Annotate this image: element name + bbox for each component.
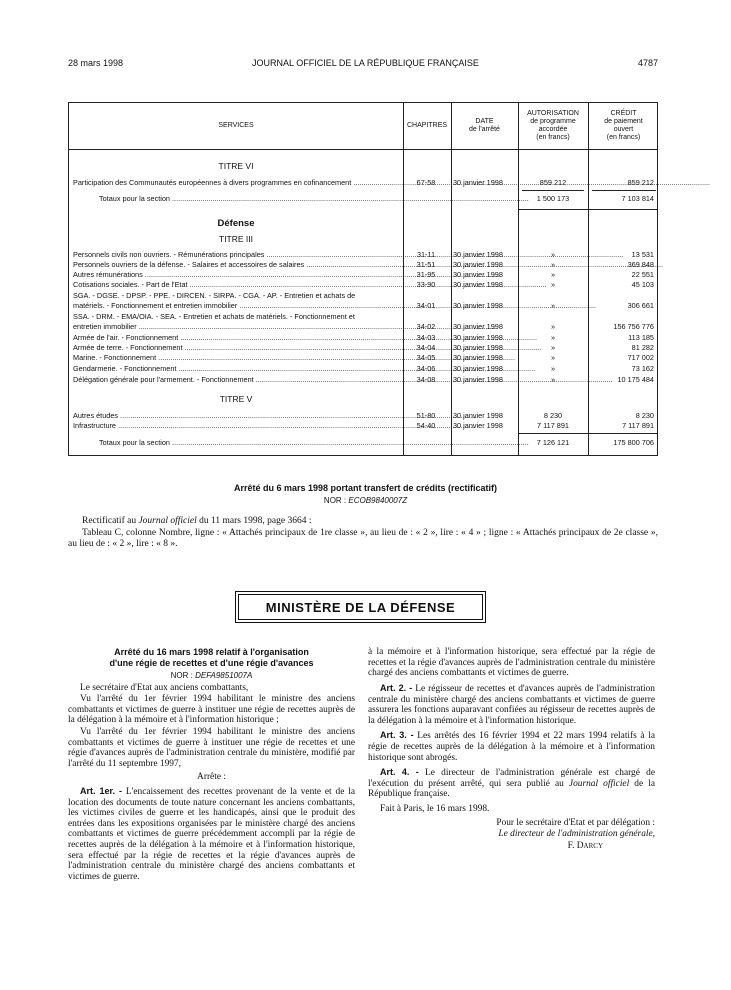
table-row: entretien immobilier ..... 34-02 30 janvier 1998 » 156 756 776 xyxy=(69,322,659,332)
col-header-credit: CRÉDIT de paiement ouvert (en francs) xyxy=(604,110,643,141)
col-header-autorisation: AUTORISATION de programme accordée (en francs) xyxy=(527,110,579,141)
paragraph: Vu l'arrêté du 1er février 1994 habilitant le ministre des anciens combattants et victimes de guerre à instituer une régie de recettes et une régie d'avances auprès de l'administration centrale du ministère, modifié par l'arrêté du 11 septembre 1997, xyxy=(68,726,355,769)
arrete-16-mars-left-column xyxy=(68,647,355,882)
table-row: SSA. - DRM. - EMA/OIA. - SEA. - Entretien et achats de matériels. - Fonctionnement et xyxy=(73,312,355,321)
table-row: Personnels ouvriers de la défense. - Salaires et accessoires de salaires ..... 31-51 30 janvier 1998 » 369 848 xyxy=(69,260,659,270)
article-2: Art. 2. - Le régisseur de recettes et d'avances auprès de l'administration centrale du ministère chargé des anciens combattants et victimes de guerre assurera les fonctions auparavant confiées au régisseur de recettes auprès de la délégation à la mémoire et à l'information historique. xyxy=(368,683,655,726)
article-1: Art. 1er. - L'encaissement des recettes provenant de la vente et de la location des documents de toute nature concernant les anciens combattants, les victimes civiles de guerre et les handicapés, ainsi que le produit des entrées dans les expositions organisées par le ministère chargé des anciens combattants et victimes de guerre précédemment accompli par la régie de recettes auprès de la délégation à la mémoire et à l'information historique, sera effectué par la régie de recettes et la régie d'avances auprès de l'administration centrale du ministère chargé des anciens combattants et victimes de guerre. xyxy=(68,785,355,882)
table-row: Infrastructure ..... 54-40 30 janvier 1998 7 117 891 7 117 891 xyxy=(69,421,659,431)
paragraph: Vu l'arrêté du 1er février 1994 habilitant le ministre des anciens combattants et victimes de guerre à instituer une régie de recettes auprès de la délégation à la mémoire et à l'information historique ; xyxy=(68,694,355,726)
table-row: Armée de l'air. - Fonctionnement ..... 34-03 30 janvier 1998 » 113 185 xyxy=(69,333,659,343)
titre-v-heading: TITRE V xyxy=(219,394,253,404)
table-row: matériels. - Fonctionnement et entretien immobilier ..... 34-01 30 janvier 1998 » 306 661 xyxy=(69,301,659,311)
table-row: Autres rémunérations ..... 31-95 30 janvier 1998 » 22 551 xyxy=(69,270,659,280)
arrete-16-mars-title: Arrêté du 16 mars 1998 relatif à l'organisation d'une régie de recettes et d'une régie d'avances xyxy=(109,647,314,668)
fait-a-paris: Fait à Paris, le 16 mars 1998. xyxy=(380,803,490,814)
table-row: Armée de terre. - Fonctionnement ..... 34-04 30 janvier 1998 » 81 282 xyxy=(69,343,659,353)
arrete-6-mars-nor: NOR : ECOB9840007Z xyxy=(323,496,408,505)
table-row: Cotisations sociales. - Part de l'Etat ..... 33-90 30 janvier 1998 » 45 103 xyxy=(69,280,659,290)
table-row: Délégation générale pour l'armement. - Fonctionnement ..... 34-08 30 janvier 1998 » 10 175 484 xyxy=(69,375,659,385)
header-date: 28 mars 1998 xyxy=(68,58,124,68)
signature-line-1: Pour le secrétaire d'Etat et par délégation : xyxy=(496,817,655,828)
credits-table xyxy=(68,102,658,456)
titre-vi-heading: TITRE VI xyxy=(218,161,254,171)
table-row: Personnels civils non ouvriers. - Rémunérations principales ..... 31-11 30 janvier 1998 » 13 531 xyxy=(69,250,659,260)
table-row: Autres études ..... 51-80 30 janvier 1998 8 230 8 230 xyxy=(69,411,659,421)
ministere-heading: MINISTÈRE DE LA DÉFENSE xyxy=(238,594,483,620)
paragraph: Le secrétaire d'Etat aux anciens combattants, xyxy=(80,682,249,693)
article-4: Art. 4. - Le directeur de l'administration générale est chargé de l'exécution du présent arrêté, qui sera publié au Journal officiel de la République française. xyxy=(368,767,655,800)
col-header-date: DATE de l'arrêté xyxy=(469,118,500,133)
table-row: SGA. - DGSE. - DPSP. - PPE. - DIRCEN. - SIRPA. - CGA. - AP. - Entretien et achats de xyxy=(73,291,356,300)
signature-line-2: Le directeur de l'administration générale, xyxy=(498,829,655,840)
arrete-16-mars-right-column xyxy=(368,647,655,852)
table-row: Participation des Communautés européennes à divers programmes en cofinancement ..... 67-58 30 janvier 1998 859 212 859 212 xyxy=(69,178,659,188)
totals-row: Totaux pour la section ..... 1 500 173 7 103 814 xyxy=(69,194,659,204)
page-number: 4787 xyxy=(637,58,658,68)
table-row: Gendarmerie. - Fonctionnement ..... 34-06 30 janvier 1998 » 73 162 xyxy=(69,364,659,374)
table-row: Marine. - Fonctionnement ..... 34-05 30 janvier 1998 » 717 002 xyxy=(69,353,659,363)
article-1-continuation: à la mémoire et à l'information historique, sera effectué par la régie de recettes et la régie d'avances auprès de l'administration centrale du ministère chargé des anciens combattants et victimes de guerre. xyxy=(368,647,655,679)
arrete-6-mars-text: Rectificatif au Journal officiel du 11 mars 1998, page 3664 : Tableau C, colonne Nombre, ligne : « Attachés principaux de 1re classe », au lieu de : « 2 », lire : « 4 » ; ligne : « Attachés principaux de 2e classe », au lieu de : « 2 », lire : « 8 ». xyxy=(68,516,658,549)
totals-row: Totaux pour la section ..... 7 126 121 175 800 706 xyxy=(69,438,659,448)
arrete-label: Arrête : xyxy=(197,772,226,783)
titre-iii-heading: TITRE III xyxy=(219,234,253,244)
col-header-services: SERVICES xyxy=(218,122,254,129)
col-header-chapitres: CHAPITRES xyxy=(406,122,448,129)
article-3: Art. 3. - Les arrêtés des 16 février 1994 et 22 mars 1994 relatifs à la régie de recettes auprès de la délégation à la mémoire et à l'information historique sont abrogés. xyxy=(368,730,655,763)
defense-heading: Défense xyxy=(217,218,255,229)
signatory-name: F. Darcy xyxy=(567,840,603,851)
arrete-16-mars-nor: NOR : DEFA9851007A xyxy=(170,671,253,680)
journal-title: JOURNAL OFFICIEL DE LA RÉPUBLIQUE FRANÇAISE xyxy=(252,58,479,68)
arrete-6-mars-title: Arrêté du 6 mars 1998 portant transfert de crédits (rectificatif) xyxy=(233,483,498,493)
